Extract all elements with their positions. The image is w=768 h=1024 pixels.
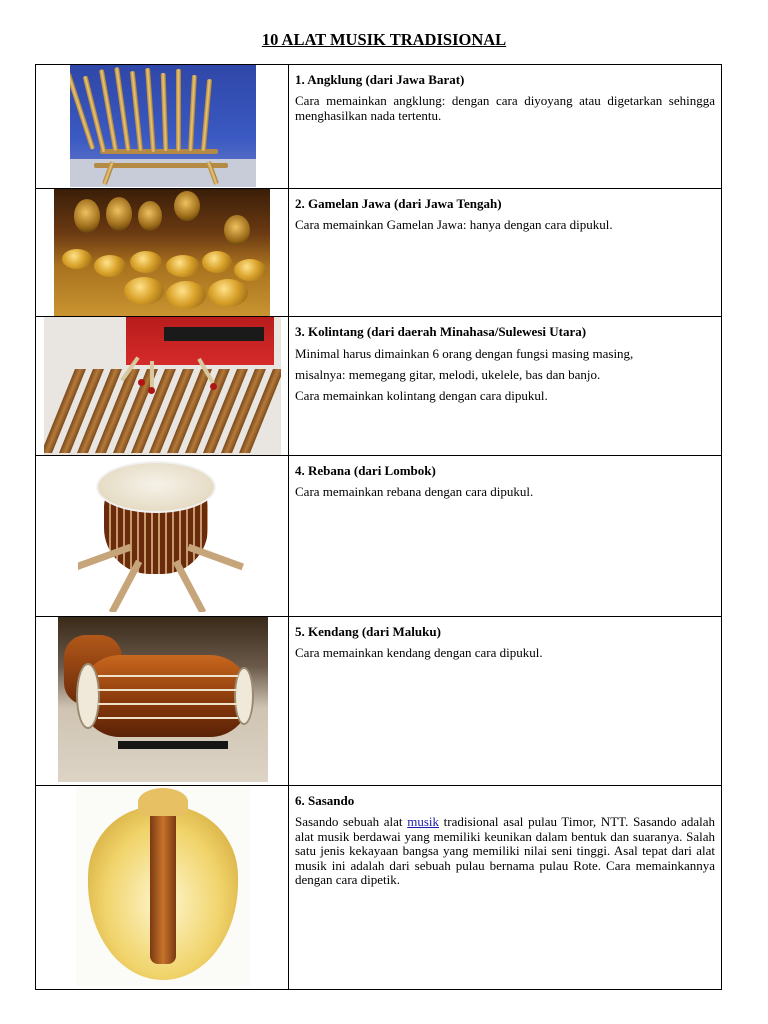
item-title: 6. Sasando bbox=[295, 793, 355, 808]
table-row bbox=[36, 189, 722, 317]
image-cell bbox=[36, 189, 289, 317]
text-cell bbox=[289, 65, 722, 189]
musik-link[interactable]: musik bbox=[407, 814, 439, 829]
item-title: 1. Angklung (dari Jawa Barat) bbox=[295, 72, 465, 87]
text-cell bbox=[289, 786, 722, 990]
item-description: Cara memainkan angklung: dengan cara diyoyang atau digetarkan sehingga menghasilkan nada tertentu. bbox=[295, 93, 715, 123]
item-title: 5. Kendang (dari Maluku) bbox=[295, 624, 441, 639]
rebana-photo bbox=[78, 458, 248, 612]
image-cell bbox=[36, 456, 289, 617]
table-row bbox=[36, 617, 722, 786]
item-description: Cara memainkan kendang dengan cara dipukul. bbox=[295, 645, 543, 660]
description-line: misalnya: memegang gitar, melodi, ukelele, bas dan banjo. bbox=[295, 367, 601, 382]
angklung-photo bbox=[70, 65, 256, 187]
item-description: Cara memainkan rebana dengan cara dipukul. bbox=[295, 484, 534, 499]
text-cell bbox=[289, 317, 722, 456]
item-description bbox=[295, 343, 715, 406]
text-cell bbox=[289, 189, 722, 317]
description-text: Sasando sebuah alat bbox=[295, 814, 408, 829]
item-description: Cara memainkan Gamelan Jawa: hanya dengan cara dipukul. bbox=[295, 217, 613, 232]
item-title: 3. Kolintang (dari daerah Minahasa/Sulewesi Utara) bbox=[295, 324, 587, 339]
kolintang-photo bbox=[44, 317, 281, 456]
item-title: 4. Rebana (dari Lombok) bbox=[295, 463, 436, 478]
description-line: Minimal harus dimainkan 6 orang dengan fungsi masing masing, bbox=[295, 346, 634, 361]
sasando-photo bbox=[76, 786, 250, 986]
item-title: 2. Gamelan Jawa (dari Jawa Tengah) bbox=[295, 196, 502, 211]
image-cell bbox=[36, 65, 289, 189]
gamelan-photo bbox=[54, 189, 270, 316]
image-cell bbox=[36, 786, 289, 990]
description-text: tradisional asal pulau Timor, NTT. Sasando adalah alat musik berdawai yang memiliki keunikan dalam bentuk dan suaranya. Salah satu jenis kekayaan bangsa yang memiliki nilai seni tinggi. Asal tepat dari alat musik ini adalah dari sebuah pulau bernama pulau Rote. Cara memainkannya dengan cara dipetik. bbox=[295, 814, 715, 887]
text-cell bbox=[289, 617, 722, 786]
item-description bbox=[295, 815, 715, 888]
kendang-photo bbox=[58, 617, 268, 782]
table-row bbox=[36, 65, 722, 189]
document-title: 10 ALAT MUSIK TRADISIONAL bbox=[261, 30, 507, 49]
table-row bbox=[36, 317, 722, 456]
image-cell bbox=[36, 317, 289, 456]
description-line: Cara memainkan kolintang dengan cara dipukul. bbox=[295, 388, 548, 403]
text-cell bbox=[289, 456, 722, 617]
table-row bbox=[36, 456, 722, 617]
table-row bbox=[36, 786, 722, 990]
image-cell bbox=[36, 617, 289, 786]
instrument-table bbox=[35, 64, 722, 990]
